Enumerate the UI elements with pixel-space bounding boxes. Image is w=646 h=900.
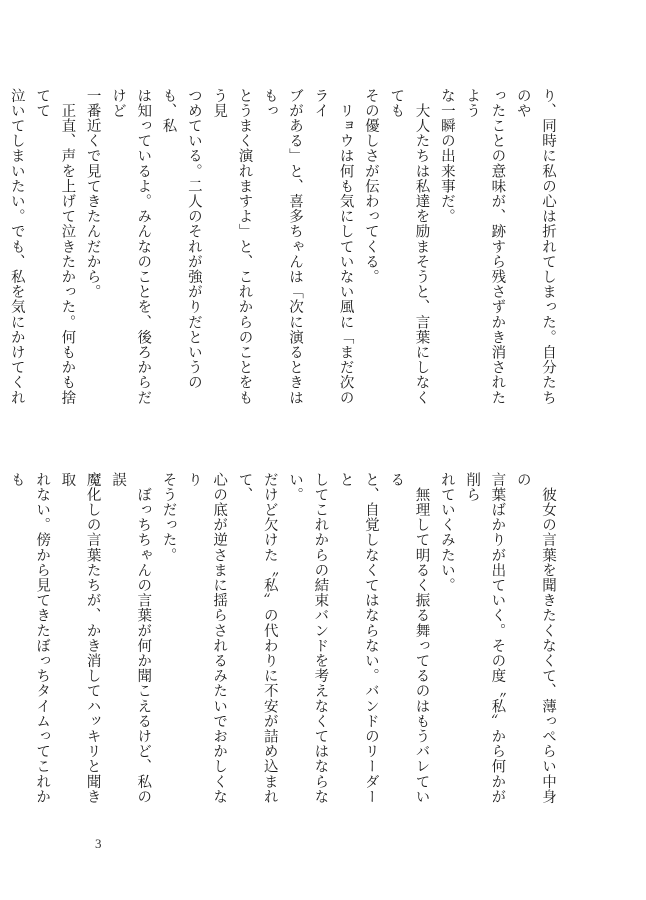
text-line: 彼女の言葉を聞きたくなくて、薄っぺらい中身の <box>514 472 556 805</box>
text-line: してこれからの結束バンドを考えなくてはならない。 <box>287 472 329 805</box>
text-line: そうだった。 <box>160 472 177 563</box>
text-line: つめている。二人のそれが強がりだというのも、私 <box>160 88 202 390</box>
text-line: 心の底が逆さまに揺らされるみたいでおかしくなり <box>185 472 228 805</box>
text-line: ブがある」と、喜多ちゃんは「次に演るときはもっ <box>261 88 304 406</box>
text-line: 泣いてしまいたい。でも、私を気にかけてくれ <box>8 88 25 406</box>
text-line: リョウは何も気にしていない風に「まだ次のライ <box>312 88 354 406</box>
text-line: ったことの意味が、跡すら残さずかき消されたよう <box>464 88 506 406</box>
text-line: 大人たちは私達を励まそうと、言葉にしなくても <box>388 88 430 406</box>
upper-text-block <box>8 88 560 418</box>
text-line: だけど欠けた〝私〟の代わりに不安が詰め込まれて、 <box>236 472 278 805</box>
page-number: 3 <box>95 836 102 851</box>
text-line: り、同時に私の心は折れてしまった。自分たちのや <box>514 88 556 406</box>
text-line: ぼっちちゃんの言葉が何か聞こえるけど、私の誤 <box>109 472 152 805</box>
text-line: 正直、声を上げて泣きたかった。何もかも捨てて <box>34 88 76 406</box>
text-line <box>0 472 3 807</box>
text-line: は知っているよ。みんなのことを、後ろからだけど <box>109 88 152 406</box>
text-line: 言葉ばかりが出ていく。その度〝私〟から何かが削ら <box>464 472 506 805</box>
text-line: れない。傍から見てきたぼっちタイムってこれかも <box>8 472 51 805</box>
text-line: その優しさが伝わってくる。 <box>362 88 379 285</box>
text-line: 魔化しの言葉たちが、かき消してハッキリと聞き取 <box>59 472 101 805</box>
text-line: な一瞬の出来事だ。 <box>438 88 455 224</box>
text-line: 一番近くで見てきたんだから。 <box>84 88 101 300</box>
text-line: 無理して明るく振る舞ってるのはもうバレている <box>388 472 430 805</box>
text-line: とうまく演れますよ」と、これからのことをもう見 <box>211 88 253 406</box>
lower-text-block <box>8 472 560 807</box>
text-line: れていくみたい。 <box>438 472 455 593</box>
text-line: と、自覚しなくてはならない。バンドのリーダーと <box>337 472 379 805</box>
